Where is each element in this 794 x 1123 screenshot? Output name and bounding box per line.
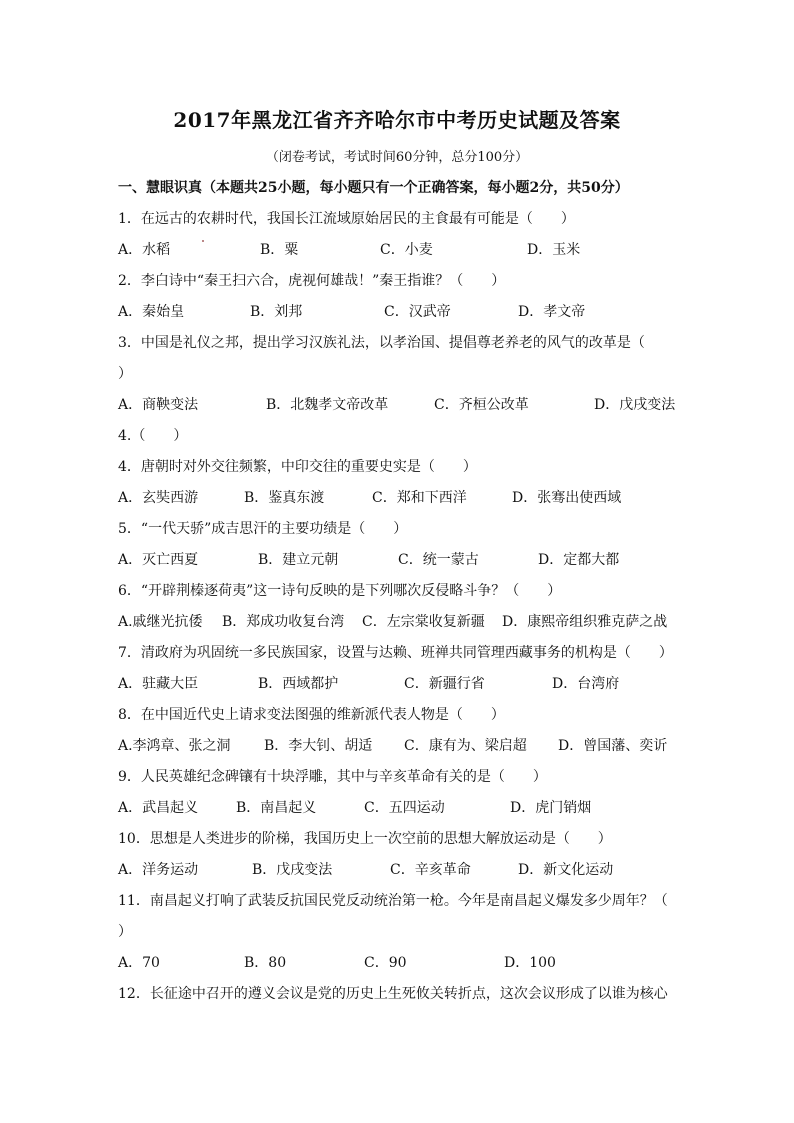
- question-3: 3．中国是礼仪之邦，提出学习汉族礼法，以孝治国、提倡尊老养老的风气的改革是（: [118, 335, 645, 351]
- question-5-option-a: A．灭亡西夏: [118, 552, 199, 568]
- question-6-option-d: D．康熙帝组织雅克萨之战: [502, 614, 668, 630]
- question-11-options: [118, 952, 698, 972]
- answer-placeholder: 4.（ ）: [118, 428, 188, 444]
- question-7-option-a: A．驻藏大臣: [118, 676, 199, 692]
- question-11-continued: ）: [118, 924, 132, 940]
- question-6-option-b: B．郑成功收复台湾: [222, 614, 345, 630]
- question-11-option-b: B．80: [244, 955, 287, 971]
- question-1-option-b: B．粟: [260, 242, 299, 258]
- question-5-option-d: D．定都大都: [538, 552, 620, 568]
- question-4-option-b: B．鉴真东渡: [244, 490, 325, 506]
- question-9: 9．人民英雄纪念碑镶有十块浮雕，其中与辛亥革命有关的是（ ）: [118, 769, 547, 785]
- question-8-option-a: A.李鸿章、张之洞: [118, 738, 231, 754]
- question-10-option-d: D．新文化运动: [518, 862, 614, 878]
- question-11-option-d: D．100: [504, 955, 556, 971]
- question-12: 12．长征途中召开的遵义会议是党的历史上生死攸关转折点，这次会议形成了以谁为核心: [118, 986, 668, 1002]
- question-1-option-c: C．小麦: [380, 242, 433, 258]
- question-1-option-a: A．水稻: [118, 242, 171, 258]
- question-1-option-d: D．玉米: [527, 242, 581, 258]
- question-8: 8．在中国近代史上请求变法图强的维新派代表人物是（ ）: [118, 707, 505, 723]
- question-10-option-c: C．辛亥革命: [390, 862, 471, 878]
- question-9-options: [118, 797, 698, 817]
- question-3-options: [118, 394, 698, 414]
- question-11: 11．南昌起义打响了武装反抗国民党反动统治第一枪。今年是南昌起义爆发多少周年？（: [118, 893, 668, 909]
- question-4-option-c: C．郑和下西洋: [372, 490, 467, 506]
- question-2-option-a: A．秦始皇: [118, 304, 185, 320]
- question-3-option-a: A．商鞅变法: [118, 397, 199, 413]
- question-3-continued: ）: [118, 366, 132, 382]
- question-8-options: [118, 735, 698, 755]
- question-2-options: [118, 301, 698, 321]
- question-2-option-d: D．孝文帝: [518, 304, 586, 320]
- question-5: 5．“一代天骄”成吉思汗的主要功绩是（ ）: [118, 521, 408, 537]
- question-10: 10．思想是人类进步的阶梯，我国历史上一次空前的思想大解放运动是（ ）: [118, 831, 612, 847]
- question-7: 7．清政府为巩固统一多民族国家，设置与达赖、班禅共同管理西藏事务的机构是（ ）: [118, 645, 673, 661]
- question-10-options: [118, 859, 698, 879]
- question-11-option-c: C．90: [364, 955, 407, 971]
- question-8-option-c: C．康有为、梁启超: [404, 738, 527, 754]
- question-9-option-d: D．虎门销烟: [510, 800, 592, 816]
- question-2: 2．李白诗中“秦王扫六合，虎视何雄哉！”秦王指谁？（ ）: [118, 273, 506, 289]
- question-2-option-c: C．汉武帝: [384, 304, 451, 320]
- question-3-option-d: D．戊戌变法: [594, 397, 676, 413]
- question-4-options: [118, 487, 698, 507]
- question-5-options: [118, 549, 698, 569]
- question-6-options: [118, 611, 698, 631]
- question-4: 4．唐朝时对外交往频繁，中印交往的重要史实是（ ）: [118, 459, 477, 475]
- question-8-option-b: B．李大钊、胡适: [264, 738, 373, 754]
- question-3-option-c: C．齐桓公改革: [434, 397, 529, 413]
- question-10-option-b: B．戊戌变法: [252, 862, 333, 878]
- question-3-option-b: B．北魏孝文帝改革: [266, 397, 389, 413]
- question-9-option-a: A．武昌起义: [118, 800, 199, 816]
- question-7-options: [118, 673, 698, 693]
- question-2-option-b: B．刘邦: [250, 304, 303, 320]
- question-6: 6．“开辟荆榛逐荷夷”这一诗句反映的是下列哪次反侵略斗争？（ ）: [118, 583, 562, 599]
- section-heading: 一、慧眼识真（本题共25小题，每小题只有一个正确答案，每小题2分，共50分）: [118, 180, 629, 196]
- question-6-option-c: C．左宗棠收复新疆: [362, 614, 485, 630]
- question-8-option-d: D．曾国藩、奕䜣: [558, 738, 668, 754]
- question-9-option-c: C．五四运动: [364, 800, 445, 816]
- question-1-options: [118, 239, 698, 259]
- question-4-option-a: A．玄奘西游: [118, 490, 199, 506]
- page-title: 2017年黑龙江省齐齐哈尔市中考历史试题及答案: [173, 108, 621, 132]
- question-5-option-c: C．统一蒙古: [398, 552, 479, 568]
- question-11-option-a: A．70: [118, 955, 160, 971]
- question-9-option-b: B．南昌起义: [236, 800, 317, 816]
- question-6-option-a: A.戚继光抗倭: [118, 614, 203, 630]
- exam-instructions: （闭卷考试，考试时间60分钟，总分100分）: [265, 150, 529, 165]
- question-1: 1．在远古的农耕时代，我国长江流域原始居民的主食最有可能是（ ）: [118, 211, 575, 227]
- stray-mark: [202, 240, 204, 242]
- question-5-option-b: B．建立元朝: [258, 552, 339, 568]
- question-10-option-a: A．洋务运动: [118, 862, 199, 878]
- question-7-option-b: B．西域都护: [258, 676, 339, 692]
- question-4-option-d: D．张骞出使西域: [512, 490, 622, 506]
- question-7-option-c: C．新疆行省: [404, 676, 485, 692]
- question-7-option-d: D．台湾府: [552, 676, 620, 692]
